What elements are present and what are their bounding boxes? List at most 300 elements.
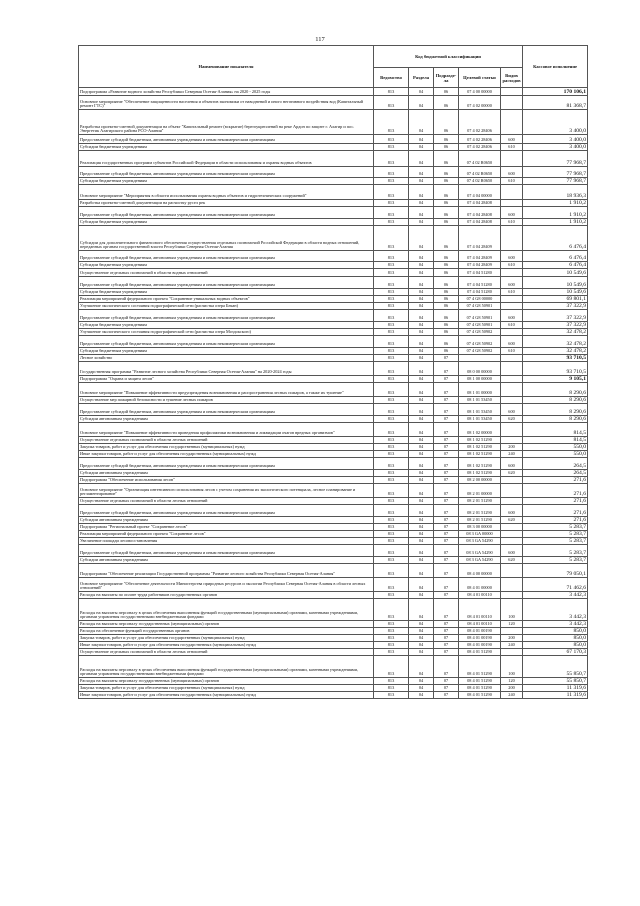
row-amount: 55 850,7 [523,656,588,678]
table-row [79,88,588,96]
row-podrazdel: 06 [434,329,459,336]
row-razdel: 04 [409,531,434,538]
row-vid-rashodov [501,592,523,599]
row-vid-rashodov: 600 [501,167,523,178]
row-amount: 37 322,9 [523,322,588,329]
row-razdel: 04 [409,451,434,458]
row-vid-rashodov: 600 [501,135,523,144]
row-vedomstvo: 813 [374,269,409,277]
row-podrazdel: 07 [434,649,459,656]
row-celevaya-statya: 08 1 01 00000 [459,383,501,397]
row-vedomstvo: 813 [374,144,409,151]
row-vid-rashodov: 120 [501,678,523,685]
row-podrazdel: 06 [434,110,459,135]
row-podrazdel: 06 [434,226,459,251]
row-name: Реализация государственных программ субъектов Российской Федерации в области использования и охраны водных объектов [79,151,374,167]
table-row [79,484,588,498]
row-amount: 18 936,3 [523,185,588,200]
row-razdel: 04 [409,383,434,397]
row-podrazdel: 06 [434,96,459,110]
row-vid-rashodov: 240 [501,451,523,458]
table-row [79,376,588,383]
row-celevaya-statya: 08 3 GA 54290 [459,538,501,545]
row-vid-rashodov [501,484,523,498]
row-vedomstvo: 813 [374,376,409,383]
row-celevaya-statya: 08 2 01 51290 [459,498,501,505]
row-name: Субсидии бюджетным учреждениям [79,178,374,185]
row-name: Предоставление субсидий бюджетным, автономным учреждениям и иным некоммерческим организациям [79,505,374,517]
row-razdel: 04 [409,517,434,524]
row-podrazdel: 06 [434,296,459,303]
row-name: Иные закупки товаров, работ и услуг для обеспечения государственных (муниципальных) нужд [79,692,374,699]
row-podrazdel: 07 [434,376,459,383]
row-amount: 850,0 [523,628,588,635]
table-row [79,322,588,329]
row-vedomstvo: 813 [374,310,409,322]
row-vid-rashodov: 610 [501,144,523,151]
row-celevaya-statya: 08 3 GA 00000 [459,531,501,538]
row-razdel: 04 [409,649,434,656]
table-row [79,303,588,310]
row-razdel: 04 [409,96,434,110]
row-celevaya-statya: 07 4 04 28408 [459,219,501,226]
row-razdel: 04 [409,642,434,649]
row-podrazdel: 06 [434,303,459,310]
row-vedomstvo: 813 [374,336,409,348]
row-vedomstvo: 813 [374,289,409,296]
row-podrazdel: 06 [434,207,459,219]
row-podrazdel: 06 [434,151,459,167]
row-vid-rashodov: 600 [501,336,523,348]
row-podrazdel: 07 [434,599,459,621]
row-razdel: 04 [409,185,434,200]
row-razdel: 04 [409,362,434,376]
row-podrazdel: 07 [434,524,459,531]
row-vedomstvo: 813 [374,110,409,135]
row-podrazdel: 06 [434,336,459,348]
table-row [79,200,588,207]
row-name: Предоставление субсидий бюджетным, автономным учреждениям и иным некоммерческим организациям [79,458,374,470]
row-razdel: 04 [409,557,434,564]
row-vid-rashodov: 620 [501,517,523,524]
row-razdel: 04 [409,277,434,289]
row-celevaya-statya: 07 4 04 51280 [459,289,501,296]
table-row [79,545,588,557]
table-row [79,397,588,404]
row-podrazdel: 07 [434,498,459,505]
row-razdel: 04 [409,303,434,310]
row-name: Осуществление отдельных полномочий в области лесных отношений [79,498,374,505]
row-name: Предоставление субсидий бюджетным, автономным учреждениям и иным некоммерческим организациям [79,404,374,416]
row-podrazdel: 07 [434,678,459,685]
row-vid-rashodov: 600 [501,505,523,517]
row-name: Осуществление мер пожарной безопасности и тушение лесных пожаров [79,397,374,404]
row-vedomstvo: 813 [374,135,409,144]
row-name: Подпрограмма "Региональный проект "Сохранение лесов" [79,524,374,531]
row-podrazdel: 07 [434,642,459,649]
row-razdel: 04 [409,437,434,444]
row-vedomstvo: 813 [374,404,409,416]
row-razdel: 04 [409,207,434,219]
row-podrazdel: 07 [434,685,459,692]
row-vid-rashodov: 610 [501,262,523,269]
row-podrazdel: 07 [434,437,459,444]
row-vedomstvo: 813 [374,303,409,310]
row-razdel: 04 [409,310,434,322]
row-name: Субсидии для дополнительного финансового обеспечения осуществления отдельных полномочий Российской Федерации в области водных отношений, переданных органам государственной власти Республики Северная Осетия-Алания [79,226,374,251]
row-amount: 3 400,0 [523,135,588,144]
row-vid-rashodov: 620 [501,557,523,564]
row-vedomstvo: 813 [374,262,409,269]
table-row [79,477,588,484]
row-vedomstvo: 813 [374,621,409,628]
row-amount: 814,5 [523,423,588,437]
row-amount: 93 710,5 [523,362,588,376]
row-vedomstvo: 813 [374,545,409,557]
row-podrazdel: 07 [434,564,459,578]
row-celevaya-statya: 08 4 01 00190 [459,628,501,635]
table-row [79,310,588,322]
row-razdel: 04 [409,178,434,185]
row-amount: 37 322,9 [523,303,588,310]
row-razdel: 04 [409,200,434,207]
row-name: Предоставление субсидий бюджетным, автономным учреждениям и иным некоммерческим организациям [79,251,374,262]
row-celevaya-statya: 07 4 02 28406 [459,144,501,151]
row-podrazdel: 07 [434,578,459,592]
row-celevaya-statya: 08 3 GA 54290 [459,557,501,564]
row-name: Субсидии бюджетным учреждениям [79,289,374,296]
row-vid-rashodov [501,226,523,251]
row-celevaya-statya: 08 4 01 00190 [459,642,501,649]
table-row [79,458,588,470]
row-name: Расходы на обеспечение функций государственных органов [79,628,374,635]
row-name: Подпрограмма "Обеспечение использования лесов" [79,477,374,484]
page-number: 117 [315,36,325,43]
table-row [79,251,588,262]
row-amount: 3 442,3 [523,599,588,621]
row-vid-rashodov: 240 [501,642,523,649]
row-razdel: 04 [409,226,434,251]
row-name: Субсидии автономным учреждениям [79,470,374,477]
row-amount: 8 290,6 [523,404,588,416]
row-vedomstvo: 813 [374,277,409,289]
row-vedomstvo: 813 [374,151,409,167]
row-razdel: 04 [409,262,434,269]
row-podrazdel: 07 [434,383,459,397]
row-razdel: 04 [409,578,434,592]
row-celevaya-statya: 08 3 00 00000 [459,524,501,531]
table-row [79,296,588,303]
row-amount: 79 050,1 [523,564,588,578]
row-razdel: 04 [409,498,434,505]
table-row [79,692,588,699]
row-podrazdel: 06 [434,289,459,296]
table-row [79,416,588,423]
row-razdel: 04 [409,545,434,557]
row-razdel: 04 [409,329,434,336]
row-amount: 3 400,0 [523,110,588,135]
row-vedomstvo: 813 [374,564,409,578]
row-amount: 271,6 [523,498,588,505]
row-name: Субсидии бюджетным учреждениям [79,348,374,355]
row-vid-rashodov [501,649,523,656]
row-razdel: 04 [409,505,434,517]
row-vedomstvo: 813 [374,185,409,200]
budget-table [78,45,588,699]
row-amount: 5 283,7 [523,531,588,538]
row-name: Основное мероприятие "Организация интенсивного использования лесов с учетом сохранения их экологического потенциала, лесное планирование и регламентирование" [79,484,374,498]
row-vedomstvo: 813 [374,538,409,545]
row-vid-rashodov [501,303,523,310]
row-razdel: 04 [409,678,434,685]
table-row [79,444,588,451]
row-podrazdel: 07 [434,545,459,557]
header-celevaya-statya: Целевой статьи [459,68,501,88]
row-celevaya-statya: 07 4 G8 50902 [459,336,501,348]
row-vedomstvo: 813 [374,355,409,362]
row-vid-rashodov [501,531,523,538]
row-vid-rashodov [501,355,523,362]
row-podrazdel: 06 [434,167,459,178]
row-razdel: 04 [409,296,434,303]
row-celevaya-statya: 07 4 04 28409 [459,262,501,269]
header-vid-rashodov: Видов расходов [501,68,523,88]
table-row [79,531,588,538]
table-row [79,110,588,135]
table-row [79,404,588,416]
row-amount: 77 968,7 [523,178,588,185]
row-vedomstvo: 813 [374,477,409,484]
table-row [79,599,588,621]
table-row [79,592,588,599]
table-row [79,96,588,110]
row-amount: 5 283,7 [523,538,588,545]
row-celevaya-statya: 08 4 01 00110 [459,599,501,621]
row-amount: 10 549,6 [523,269,588,277]
row-vedomstvo: 813 [374,416,409,423]
row-podrazdel: 06 [434,251,459,262]
row-razdel: 04 [409,110,434,135]
row-amount: 264,5 [523,458,588,470]
row-razdel: 04 [409,151,434,167]
row-amount: 850,0 [523,642,588,649]
row-celevaya-statya: 07 4 04 28409 [459,251,501,262]
row-celevaya-statya: 07 4 04 28408 [459,200,501,207]
row-name: Улучшение экологического состояния гидрографической сети (расчистка озера Бекан) [79,303,374,310]
row-amount: 850,0 [523,635,588,642]
row-podrazdel: 06 [434,200,459,207]
row-amount: 67 170,3 [523,649,588,656]
row-name: Государственная программа "Развитие лесного хозяйства Республики Северная Осетия-Алания" на 2020-2024 годы [79,362,374,376]
row-razdel: 04 [409,592,434,599]
table-row [79,262,588,269]
row-celevaya-statya: 08 1 02 51290 [459,437,501,444]
row-razdel: 04 [409,458,434,470]
row-razdel: 04 [409,397,434,404]
row-vid-rashodov: 600 [501,404,523,416]
row-vid-rashodov [501,524,523,531]
row-podrazdel: 06 [434,310,459,322]
table-row [79,437,588,444]
row-name: Субсидии бюджетным учреждениям [79,219,374,226]
row-vedomstvo: 813 [374,444,409,451]
row-razdel: 04 [409,144,434,151]
row-name: Субсидии бюджетным учреждениям [79,262,374,269]
row-amount: 3 442,3 [523,621,588,628]
row-podrazdel: 07 [434,404,459,416]
row-vid-rashodov: 100 [501,656,523,678]
row-vedomstvo: 813 [374,226,409,251]
row-name: Субсидии автономным учреждениям [79,557,374,564]
row-vedomstvo: 813 [374,470,409,477]
header-vedomstvo: Ведомство [374,68,409,88]
row-podrazdel: 06 [434,88,459,96]
row-razdel: 04 [409,336,434,348]
row-name: Реализация мероприятий федерального проекта "Сохранение уникальных водных объектов" [79,296,374,303]
row-amount: 77 968,7 [523,151,588,167]
row-celevaya-statya: 08 4 01 00110 [459,621,501,628]
row-vedomstvo: 813 [374,219,409,226]
row-podrazdel: 06 [434,185,459,200]
row-vid-rashodov: 610 [501,322,523,329]
row-name: Субсидии бюджетным учреждениям [79,322,374,329]
row-amount: 5 283,7 [523,557,588,564]
row-name: Подпрограмма «Развитие водного хозяйства Республики Северная Осетия-Алания» на 2020 - 2025 годы [79,88,374,96]
row-name: Иные закупки товаров, работ и услуг для обеспечения государственных (муниципальных) нужд [79,642,374,649]
row-razdel: 04 [409,656,434,678]
row-name: Основное мероприятие "Повышение эффективности проведения профилактики возникновения и ликвидации очагов вредных организмов" [79,423,374,437]
row-vedomstvo: 813 [374,362,409,376]
table-row [79,685,588,692]
row-vid-rashodov: 610 [501,348,523,355]
row-vedomstvo: 813 [374,524,409,531]
table-row [79,178,588,185]
row-vid-rashodov [501,498,523,505]
row-name: Реализация мероприятий федерального проекта "Сохранение лесов" [79,531,374,538]
row-celevaya-statya: 07 4 00 00000 [459,88,501,96]
row-vedomstvo: 813 [374,329,409,336]
row-razdel: 04 [409,621,434,628]
row-amount: 271,6 [523,477,588,484]
row-name: Основное мероприятие "Обеспечение защищенности населения и объектов экономики от наводнений и иного негативного воздействия вод (Капитальный ремонт ГТС)" [79,96,374,110]
row-razdel: 04 [409,423,434,437]
header-razdel: Раздела [409,68,434,88]
row-celevaya-statya: 07 4 G8 50901 [459,303,501,310]
table-row [79,144,588,151]
row-name: Лесное хозяйство [79,355,374,362]
row-razdel: 04 [409,477,434,484]
row-amount: 8 290,6 [523,383,588,397]
row-name: Осуществление отдельных полномочий в области водных отношений [79,269,374,277]
row-amount: 6 476,4 [523,262,588,269]
table-row [79,348,588,355]
row-amount: 32 478,2 [523,348,588,355]
row-vid-rashodov: 600 [501,545,523,557]
row-vedomstvo: 813 [374,635,409,642]
row-name: Предоставление субсидий бюджетным, автономным учреждениям и иным некоммерческим организациям [79,135,374,144]
row-podrazdel: 07 [434,416,459,423]
row-celevaya-statya: 07 4 04 51280 [459,269,501,277]
row-razdel: 04 [409,564,434,578]
header-code-group: Код бюджетной классификации [374,46,523,68]
table-row [79,538,588,545]
row-name: Закупка товаров, работ и услуг для обеспечения государственных (муниципальных) нужд [79,635,374,642]
row-podrazdel: 07 [434,635,459,642]
row-name: Осуществление отдельных полномочий в области лесных отношений [79,649,374,656]
table-row [79,135,588,144]
row-vid-rashodov [501,383,523,397]
row-vedomstvo: 813 [374,88,409,96]
row-vedomstvo: 813 [374,484,409,498]
row-vedomstvo: 813 [374,437,409,444]
table-row [79,329,588,336]
row-celevaya-statya: 08 1 02 51290 [459,451,501,458]
row-name: Основное мероприятие "Обеспечение деятельности Министерства природных ресурсов и экологии Республики Северная Осетия-Алания в области лесных отношений" [79,578,374,592]
row-razdel: 04 [409,88,434,96]
table-row [79,423,588,437]
row-vedomstvo: 813 [374,578,409,592]
row-amount: 11 319,6 [523,692,588,699]
row-name: Предоставление субсидий бюджетным, автономным учреждениям и иным некоммерческим организациям [79,310,374,322]
row-name: Предоставление субсидий бюджетным, автономным учреждениям и иным некоммерческим организациям [79,207,374,219]
row-podrazdel: 07 [434,517,459,524]
row-razdel: 04 [409,376,434,383]
row-amount: 550,0 [523,444,588,451]
table-row [79,355,588,362]
row-celevaya-statya: 08 4 01 00190 [459,635,501,642]
row-name: Разработка проектно-сметной документации на объект "Капитальный ремонт (вскрытие) берегоукреплений на реке Ардон по защите г. Алагир и пос. Энергетик Алагирского района РСО-Алания" [79,110,374,135]
row-amount: 11 319,6 [523,685,588,692]
row-vedomstvo: 813 [374,517,409,524]
row-podrazdel: 07 [434,531,459,538]
row-razdel: 04 [409,269,434,277]
row-vedomstvo: 813 [374,397,409,404]
table-row [79,451,588,458]
row-amount: 550,0 [523,451,588,458]
table-body [79,88,588,699]
row-vid-rashodov: 610 [501,219,523,226]
row-razdel: 04 [409,538,434,545]
header-amount: Кассовое исполнение [523,46,588,88]
row-razdel: 04 [409,251,434,262]
row-vedomstvo: 813 [374,628,409,635]
row-amount: 3 442,3 [523,592,588,599]
table-row [79,219,588,226]
row-podrazdel: 07 [434,484,459,498]
row-podrazdel: 07 [434,397,459,404]
row-podrazdel: 07 [434,557,459,564]
header-name: Наименование показателя [79,46,374,88]
row-vedomstvo: 813 [374,251,409,262]
row-podrazdel: 07 [434,656,459,678]
table-row [79,635,588,642]
row-name: Подпрограмма "Обеспечение реализации Государственной программы "Развитие лесного хозяйства Республики Северная Осетия-Алания" [79,564,374,578]
row-celevaya-statya: 08 2 01 51290 [459,517,501,524]
row-celevaya-statya: 07 4 G8 50902 [459,329,501,336]
row-vedomstvo: 813 [374,692,409,699]
row-amount: 1 910,2 [523,219,588,226]
row-amount: 37 322,9 [523,310,588,322]
row-name: Осуществление отдельных полномочий в области лесных отношений [79,437,374,444]
row-vid-rashodov: 600 [501,310,523,322]
row-vedomstvo: 813 [374,678,409,685]
row-razdel: 04 [409,322,434,329]
row-vedomstvo: 813 [374,685,409,692]
row-name: Основное мероприятие "Повышение эффективности предупреждения возникновения и распространения лесных пожаров, а также их тушение" [79,383,374,397]
row-podrazdel: 06 [434,262,459,269]
table-row [79,185,588,200]
row-celevaya-statya: 08 4 01 00110 [459,592,501,599]
